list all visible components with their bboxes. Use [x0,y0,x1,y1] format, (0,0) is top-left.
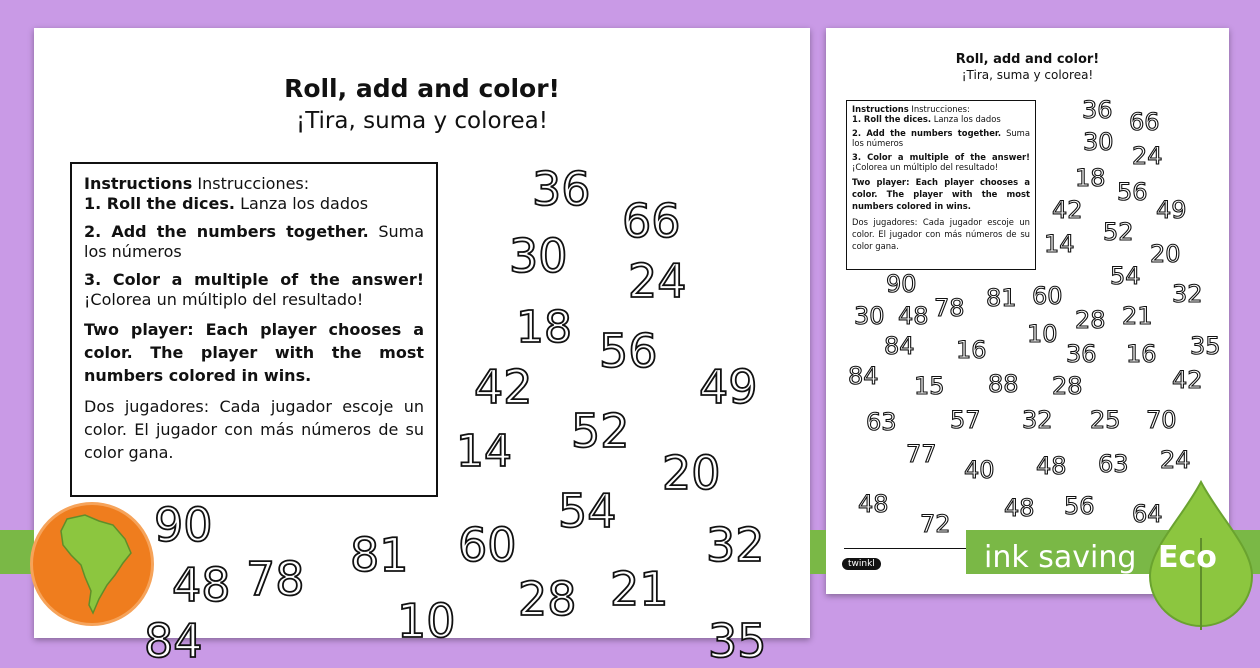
small-sheet-number: 52 [1103,218,1134,246]
worksheet-title-en-small: Roll, add and color! [955,52,1100,67]
small-sheet-number: 70 [1146,406,1177,434]
small-sheet-number: 24 [1132,142,1163,170]
small-sheet-number: 77 [906,440,937,468]
step1-en-small: 1. Roll the dices. [852,114,932,124]
small-sheet-number: 72 [920,510,951,538]
small-sheet-number: 48 [1036,452,1067,480]
globe-badge [30,502,154,626]
instructions-heading-es: Instrucciones: [197,174,310,193]
small-sheet-number: 84 [848,362,879,390]
large-sheet-number: 20 [662,446,721,500]
south-america-icon [33,505,151,623]
large-sheet-number: 24 [628,254,687,308]
small-sheet-number: 49 [1156,196,1187,224]
step1-es-small: Lanza los dados [933,114,1001,124]
small-sheet-number: 30 [854,302,885,330]
step2-en-small: 2. Add the numbers together. [852,128,1001,138]
small-sheet-number: 21 [1122,302,1153,330]
large-sheet-number: 90 [154,498,213,552]
large-sheet-number: 81 [350,528,409,582]
small-sheet-number: 32 [1022,406,1053,434]
small-sheet-number: 28 [1075,306,1106,334]
small-sheet-number: 81 [986,284,1017,312]
small-sheet-number: 32 [1172,280,1203,308]
step3-es: ¡Colorea un múltiplo del resultado! [84,290,364,309]
small-sheet-number: 20 [1150,240,1181,268]
large-sheet-number: 14 [456,426,512,477]
small-sheet-number: 36 [1082,96,1113,124]
large-sheet-number: 35 [708,614,767,668]
step1-en: 1. Roll the dices. [84,194,235,213]
small-sheet-number: 30 [1083,128,1114,156]
large-sheet-number: 42 [474,360,533,414]
step3-es-small: ¡Colorea un múltiplo del resultado! [852,162,999,172]
small-sheet-number: 24 [1160,446,1191,474]
small-sheet-number: 10 [1027,320,1058,348]
small-sheet-number: 15 [914,372,945,400]
large-sheet-number: 10 [397,594,456,648]
large-sheet-number: 84 [144,614,203,668]
worksheet-title-es: ¡Tira, suma y colorea! [295,108,548,134]
large-sheet-number: 21 [610,562,669,616]
instructions-box-small [846,100,1036,270]
small-sheet-number: 40 [964,456,995,484]
small-sheet-number: 18 [1075,164,1106,192]
ink-saving-label: ink saving [984,540,1137,575]
small-sheet-number: 64 [1132,500,1163,528]
small-sheet-number: 16 [1126,340,1157,368]
green-banner-left [0,530,34,574]
step2-en: 2. Add the numbers together. [84,222,369,241]
large-sheet-number: 18 [516,302,572,353]
small-sheet-number: 48 [858,490,889,518]
small-sheet-number: 48 [1004,494,1035,522]
instructions-heading-en-small: Instructions [852,104,909,114]
worksheet-title-en: Roll, add and color! [284,74,560,103]
small-sheet-number: 35 [1190,332,1221,360]
large-sheet-number: 49 [699,360,758,414]
worksheet-title-es-small: ¡Tira, suma y colorea! [961,68,1094,82]
large-sheet-number: 56 [599,324,658,378]
instructions-heading-es-small: Instrucciones: [911,104,970,114]
small-sheet-number: 78 [934,294,965,322]
instructions-box [70,162,438,497]
instructions-heading-en: Instructions [84,174,193,193]
large-sheet-number: 78 [246,552,305,606]
small-sheet-number: 54 [1110,262,1141,290]
two-player-en-small: Two player: Each player chooses a color. The player with the most numbers colored in wins. [852,177,1030,211]
step1-es: Lanza los dados [240,194,369,213]
eco-label: Eco [1158,540,1217,575]
small-sheet-number: 56 [1064,492,1095,520]
small-sheet-number: 63 [866,408,897,436]
small-sheet-number: 14 [1044,230,1075,258]
small-sheet-number: 42 [1172,366,1203,394]
small-sheet-number: 57 [950,406,981,434]
green-banner-middle [810,530,826,574]
step2-es-small: Suma los números [852,128,1030,148]
step3-en-small: 3. Color a multiple of the answer! [852,152,1030,162]
large-sheet-number: 28 [518,572,577,626]
large-sheet-number: 60 [458,518,517,572]
small-sheet-number: 90 [886,270,917,298]
twinkl-logo: twinkl [842,558,881,570]
step3-en: 3. Color a multiple of the answer! [84,270,424,289]
small-sheet-number: 16 [956,336,987,364]
large-sheet-number: 52 [571,404,630,458]
large-sheet-number: 32 [706,518,765,572]
small-sheet-number: 66 [1129,108,1160,136]
small-sheet-number: 28 [1052,372,1083,400]
large-sheet-number: 66 [622,194,681,248]
small-sheet-number: 48 [898,302,929,330]
large-sheet-number: 48 [172,558,231,612]
step2-es: Suma los números [84,222,424,261]
small-sheet-number: 60 [1032,282,1063,310]
small-sheet-number: 56 [1117,178,1148,206]
large-sheet-number: 36 [532,162,591,216]
large-sheet-number: 30 [509,229,568,283]
large-sheet-number: 54 [558,484,617,538]
small-sheet-number: 63 [1098,450,1129,478]
small-sheet-number: 88 [988,370,1019,398]
two-player-es: Dos jugadores: Cada jugador escoje un color. El jugador con más números de su color gana. [84,397,424,462]
small-sheet-number: 25 [1090,406,1121,434]
small-sheet-number: 84 [884,332,915,360]
two-player-es-small: Dos jugadores: Cada jugador escoje un color. El jugador con más números de su color gana. [852,217,1030,251]
two-player-en: Two player: Each player chooses a color. The player with the most numbers colored in wins. [84,320,424,385]
small-sheet-number: 36 [1066,340,1097,368]
small-sheet-number: 42 [1052,196,1083,224]
